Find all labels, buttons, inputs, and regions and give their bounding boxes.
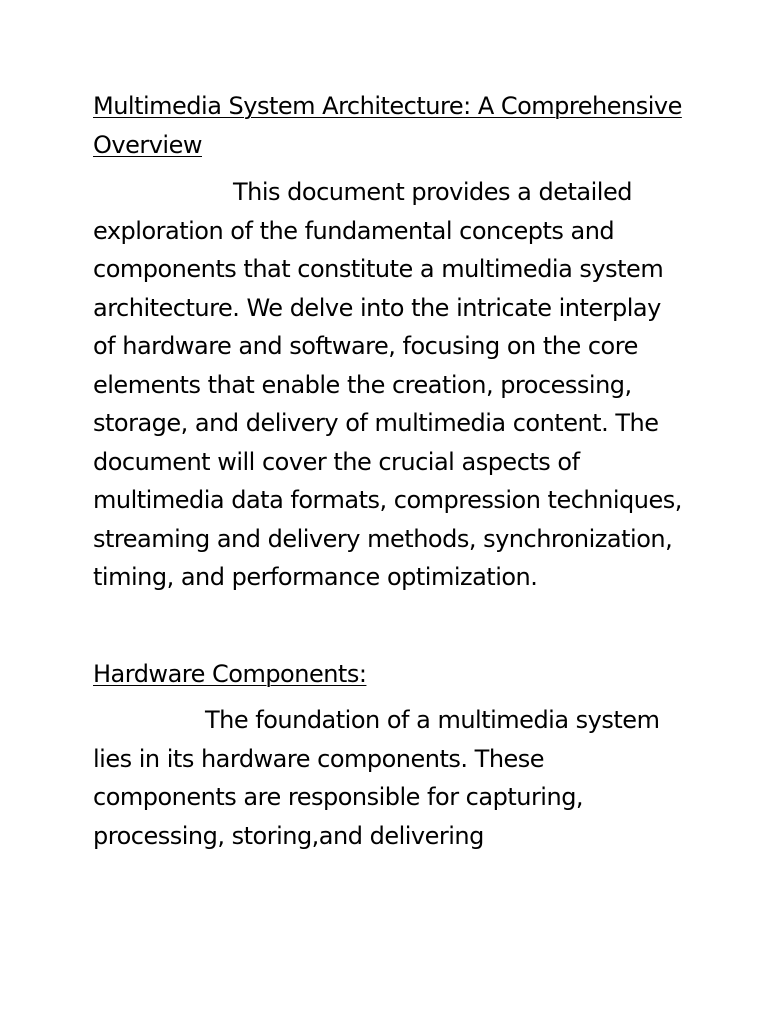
section-heading-hardware: Hardware Components: [93,659,367,688]
intro-paragraph: This document provides a detailed exploration of the fundamental concepts and components that constitute a multimedia system architecture. We delve into the intricate interplay of hardware and software, focusing on the core elements that enable the creation, processing, storage, and delivery of multimedia content. The document will cover the crucial aspects of multimedia data formats, compression techniques, streaming and delivery methods, synchronization, timing, and performance optimization. [93,178,682,591]
document-title: Multimedia System Architecture: A Comprehensive Overview [93,92,682,159]
hardware-paragraph: The foundation of a multimedia system lies in its hardware components. These components are responsible for capturing, processing, storing,and delivering [93,706,660,850]
document-body [93,87,683,855]
